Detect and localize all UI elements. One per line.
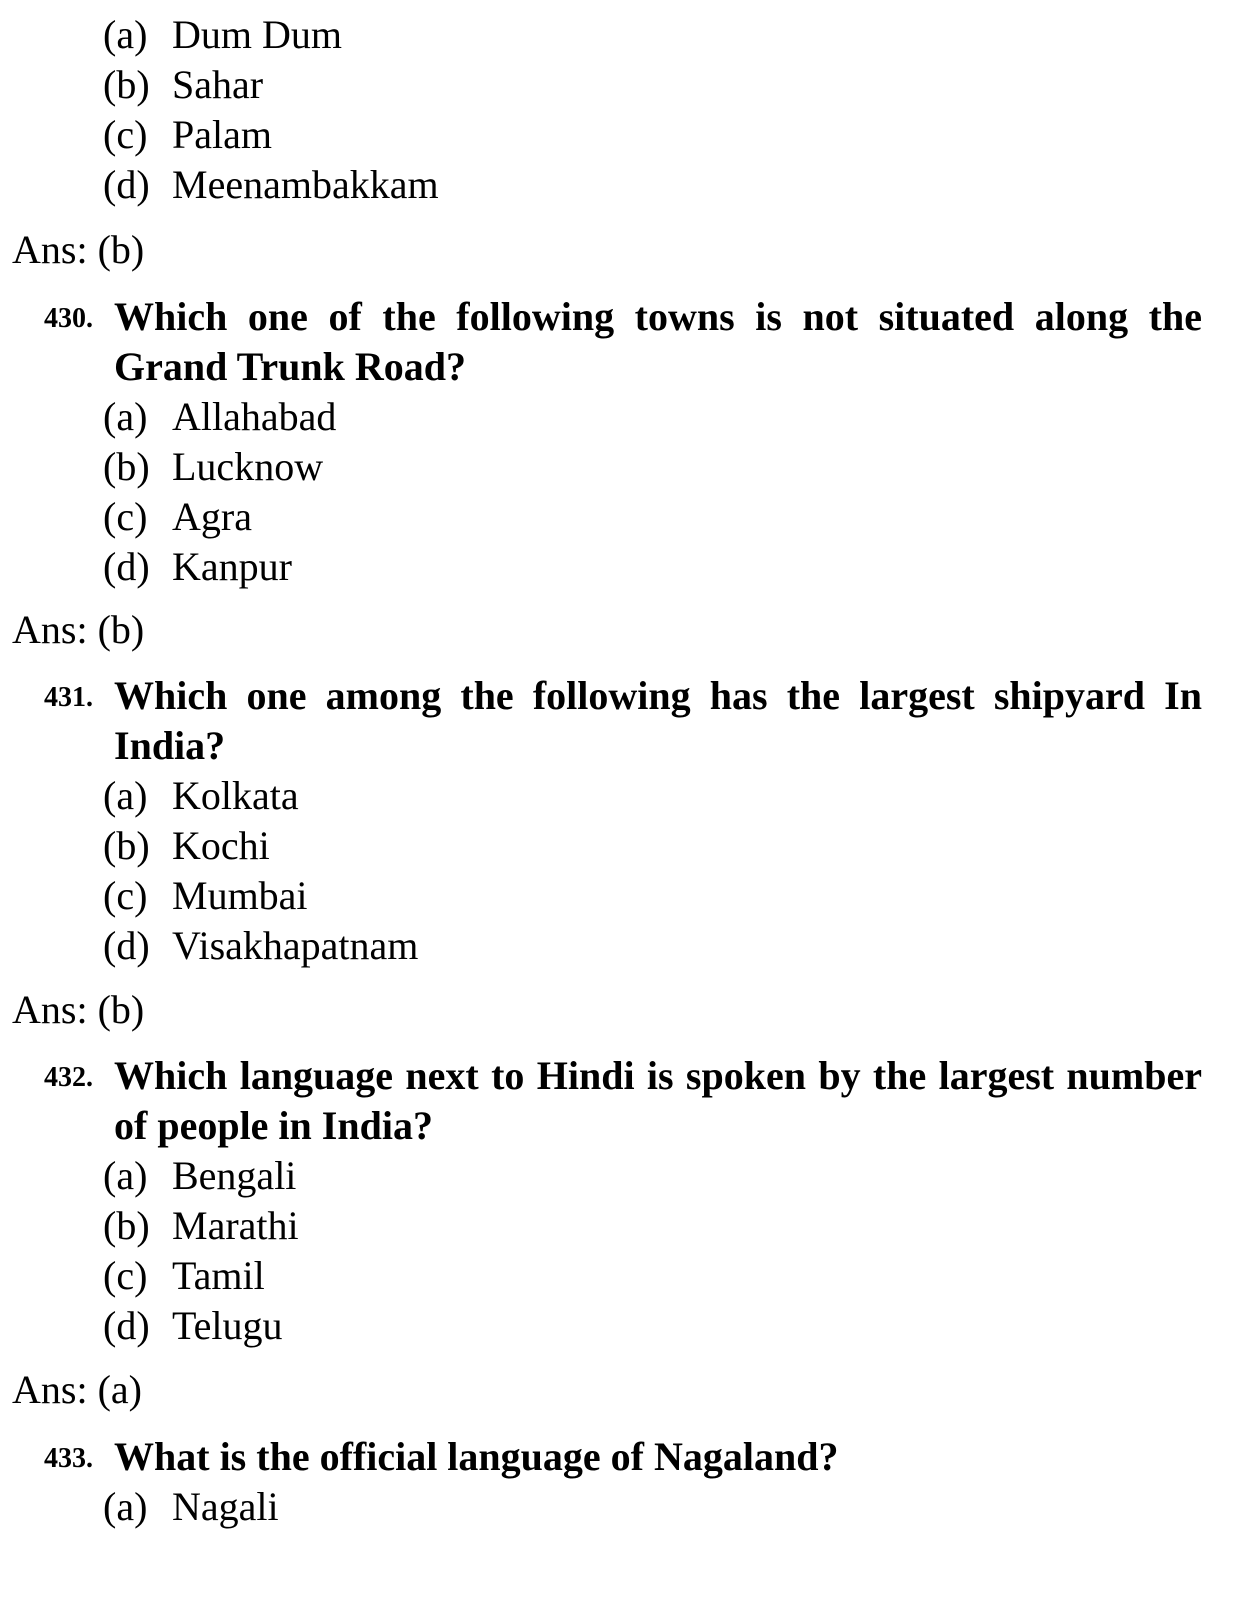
- option-text: Agra: [172, 494, 252, 539]
- option-text: Nagali: [172, 1484, 279, 1529]
- question-block: [0, 292, 1237, 592]
- option-text: Visakhapatnam: [172, 923, 419, 968]
- option-letter: (c): [103, 112, 148, 157]
- prev-question-block: [0, 10, 1237, 210]
- option-item: [0, 10, 1237, 60]
- option-item: [0, 110, 1237, 160]
- option-letter: (d): [103, 162, 150, 207]
- question-number: 430.: [44, 303, 93, 334]
- option-item: [0, 771, 1237, 821]
- answer-line: Ans: (b): [12, 607, 145, 652]
- option-item: [0, 442, 1237, 492]
- answer-line: Ans: (a): [12, 1367, 142, 1412]
- question-text: Which language next to Hindi is spoken by the largest number of people in India?: [114, 1053, 1202, 1148]
- option-item: [0, 492, 1237, 542]
- answer-line: Ans: (b): [12, 227, 145, 272]
- option-letter: (b): [103, 1203, 150, 1248]
- question-text: Which one of the following towns is not situated along the Grand Trunk Road?: [114, 294, 1202, 389]
- option-item: [0, 821, 1237, 871]
- question-block: [0, 1432, 1237, 1532]
- option-item: [0, 1301, 1237, 1351]
- option-text: Dum Dum: [172, 12, 342, 57]
- option-text: Meenambakkam: [172, 162, 439, 207]
- question-number: 431.: [44, 682, 93, 713]
- option-text: Bengali: [172, 1153, 297, 1198]
- option-letter: (b): [103, 823, 150, 868]
- option-text: Kochi: [172, 823, 270, 868]
- option-item: [0, 392, 1237, 442]
- option-text: Mumbai: [172, 873, 308, 918]
- option-letter: (b): [103, 62, 150, 107]
- question-text: Which one among the following has the largest shipyard In India?: [114, 673, 1202, 768]
- question-number: 433.: [44, 1443, 93, 1474]
- answer-line: Ans: (b): [12, 987, 145, 1032]
- option-item: [0, 1151, 1237, 1201]
- option-text: Kolkata: [172, 773, 299, 818]
- option-item: [0, 60, 1237, 110]
- option-item: [0, 1482, 1237, 1532]
- option-item: [0, 1251, 1237, 1301]
- question-block: [0, 671, 1237, 971]
- option-letter: (c): [103, 1253, 148, 1298]
- option-text: Kanpur: [172, 544, 292, 589]
- option-letter: (b): [103, 444, 150, 489]
- option-item: [0, 542, 1237, 592]
- question-number: 432.: [44, 1062, 93, 1093]
- option-item: [0, 871, 1237, 921]
- option-text: Allahabad: [172, 394, 337, 439]
- question-options: [0, 1151, 1237, 1351]
- option-text: Palam: [172, 112, 272, 157]
- option-text: Sahar: [172, 62, 264, 107]
- option-letter: (a): [103, 394, 148, 439]
- option-text: Telugu: [172, 1303, 283, 1348]
- question-options: [0, 1482, 1237, 1532]
- option-letter: (a): [103, 1484, 148, 1529]
- option-letter: (c): [103, 494, 148, 539]
- question-block: [0, 1051, 1237, 1351]
- option-letter: (a): [103, 773, 148, 818]
- option-letter: (a): [103, 1153, 148, 1198]
- question-options: [0, 392, 1237, 592]
- option-letter: (d): [103, 923, 150, 968]
- option-item: [0, 160, 1237, 210]
- question-text: What is the official language of Nagaland?: [114, 1434, 839, 1479]
- prev-question-options: [0, 10, 1237, 210]
- option-text: Lucknow: [172, 444, 324, 489]
- option-item: [0, 921, 1237, 971]
- option-letter: (d): [103, 1303, 150, 1348]
- option-item: [0, 1201, 1237, 1251]
- option-letter: (c): [103, 873, 148, 918]
- option-text: Tamil: [172, 1253, 265, 1298]
- option-letter: (d): [103, 544, 150, 589]
- option-text: Marathi: [172, 1203, 299, 1248]
- question-options: [0, 771, 1237, 971]
- option-letter: (a): [103, 12, 148, 57]
